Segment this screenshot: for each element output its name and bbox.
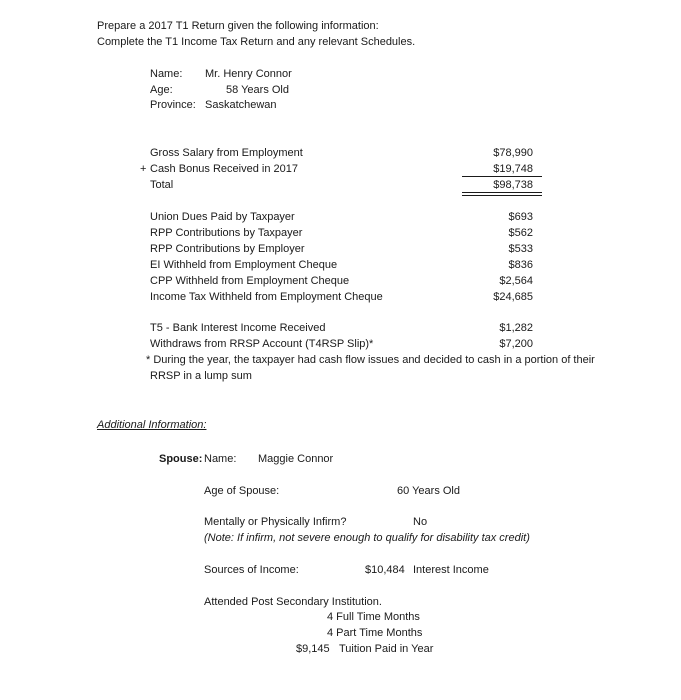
infirm-label: Mentally or Physically Infirm? — [204, 516, 347, 528]
sources-description: Interest Income — [413, 564, 489, 576]
full-time-months: 4 Full Time Months — [327, 611, 420, 623]
attended-label: Attended Post Secondary Institution. — [204, 596, 382, 608]
tuition-amount: $9,145 — [296, 643, 330, 655]
gross-salary-value: $78,990 — [493, 147, 533, 159]
t5-value: $1,282 — [499, 322, 533, 334]
additional-info-heading: Additional Information: — [97, 419, 207, 431]
spouse-name-label: Name: — [204, 453, 237, 465]
rrsp-note-line-1: * During the year, the taxpayer had cash flow issues and decided to cash in a portion of their — [146, 354, 595, 366]
list-item-label: Union Dues Paid by Taxpayer — [150, 211, 295, 223]
list-item-value: $533 — [508, 243, 533, 255]
list-item-value: $24,685 — [493, 291, 533, 303]
instruction-line-2: Complete the T1 Income Tax Return and any relevant Schedules. — [97, 36, 416, 48]
cash-bonus-label: Cash Bonus Received in 2017 — [150, 163, 298, 175]
age-value: 58 Years Old — [226, 84, 289, 96]
name-value: Mr. Henry Connor — [205, 68, 292, 80]
total-rule-2 — [462, 195, 542, 196]
list-item-label: CPP Withheld from Employment Cheque — [150, 275, 350, 287]
list-item-label: Income Tax Withheld from Employment Cheque — [150, 291, 383, 303]
rrsp-label: Withdraws from RRSP Account (T4RSP Slip)* — [150, 338, 374, 350]
rrsp-value: $7,200 — [499, 338, 533, 350]
infirm-value: No — [413, 516, 428, 528]
spouse-name-value: Maggie Connor — [258, 453, 334, 465]
sources-label: Sources of Income: — [204, 564, 299, 576]
list-item-label: RPP Contributions by Employer — [150, 243, 305, 255]
name-label: Name: — [150, 68, 183, 80]
list-item-label: EI Withheld from Employment Cheque — [150, 259, 338, 271]
total-label: Total — [150, 179, 174, 191]
list-item-label: RPP Contributions by Taxpayer — [150, 227, 303, 239]
infirm-note: (Note: If infirm, not severe enough to qualify for disability tax credit) — [204, 532, 530, 544]
province-label: Province: — [150, 99, 196, 111]
cash-bonus-value: $19,748 — [493, 163, 533, 175]
part-time-months: 4 Part Time Months — [327, 627, 423, 639]
total-value: $98,738 — [493, 179, 533, 191]
t5-label: T5 - Bank Interest Income Received — [150, 322, 326, 334]
age-label: Age: — [150, 84, 173, 96]
list-item-value: $693 — [508, 211, 533, 223]
rrsp-note-line-2: RRSP in a lump sum — [150, 370, 252, 382]
spouse-label: Spouse: — [159, 453, 203, 465]
instruction-line-1: Prepare a 2017 T1 Return given the following information: — [97, 20, 379, 32]
gross-salary-label: Gross Salary from Employment — [150, 147, 303, 159]
subtotal-rule — [462, 176, 542, 177]
spouse-age-value: 60 Years Old — [397, 485, 460, 497]
plus-sign: + — [140, 163, 147, 175]
province-value: Saskatchewan — [205, 99, 277, 111]
spouse-age-label: Age of Spouse: — [204, 485, 280, 497]
total-rule-1 — [462, 192, 542, 193]
sources-amount: $10,484 — [365, 564, 405, 576]
list-item-value: $2,564 — [499, 275, 533, 287]
list-item-value: $836 — [508, 259, 533, 271]
tuition-description: Tuition Paid in Year — [339, 643, 434, 655]
list-item-value: $562 — [508, 227, 533, 239]
